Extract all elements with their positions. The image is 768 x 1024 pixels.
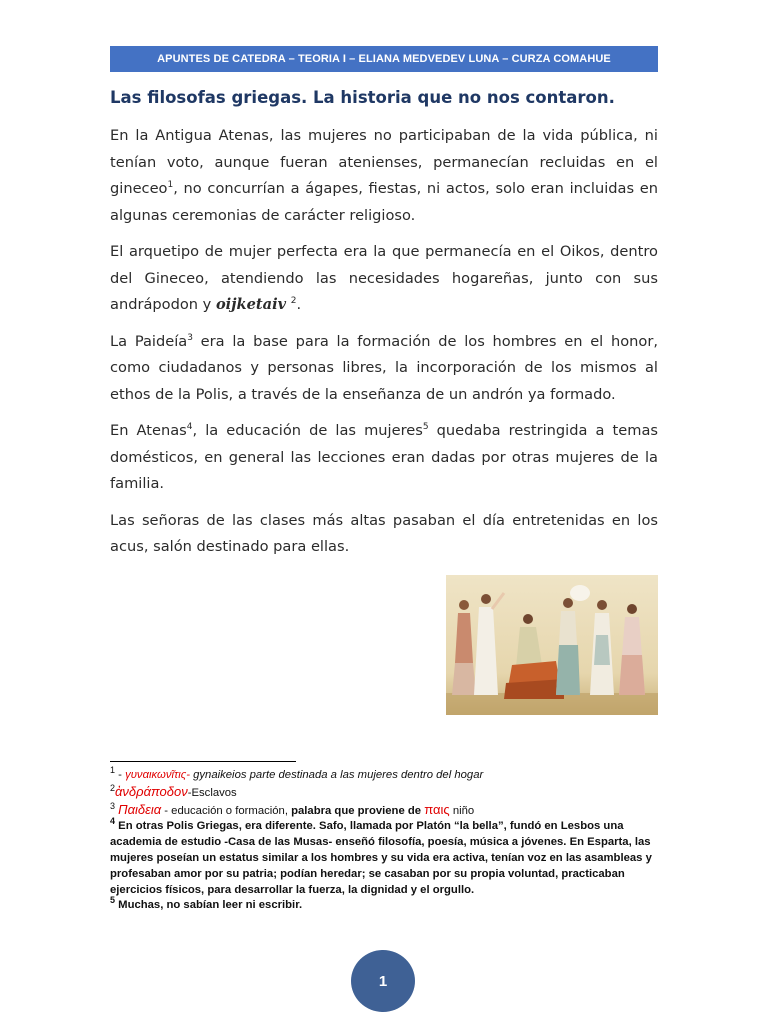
page-number: 1: [378, 972, 388, 990]
footnote-4: $^4$ En otras Polis Griegas, era diferente. Safo, llamada por Platón “la bella”, fundó en Lesbos una academia de estudio -Casa de las Musas- enseñó filosofía, poesía, música a jóvenes. En Esparta, las mujeres poseían un estatus similar a los hombres y su vida era activa, tenían voz en las asambleas y profesaban amor por su patria; podían heredar; se casaban por su propia voluntad, practicaban ejercicios físicos, para desarrollar la fuerza, la dignidad y el orgullo.: [110, 816, 652, 896]
footnote-2-greek: ἀνδράποδον: [115, 783, 188, 799]
document-header-bar: [110, 46, 658, 72]
footnote-1-greek: γυναικωνῖτις-: [125, 769, 190, 781]
footnote-3-greek: Παιδεια: [118, 801, 162, 817]
body-text: [110, 123, 658, 561]
footnote-ref-2: 2: [290, 296, 297, 307]
footnote-ref-4: 4: [186, 422, 193, 433]
footnote-ref-3: 3: [187, 332, 193, 343]
footnote-3-greek-2: παις: [424, 801, 450, 817]
footnote-2: $^2$ἀνδράποδον-Esclavos: [110, 783, 237, 799]
page-number-badge: [351, 950, 415, 1012]
footnote-ref-1: 1: [167, 180, 174, 191]
paragraph-1: En la Antigua Atenas, las mujeres no participaban de la vida pública, ni tenían voto, aunque fueran atenienses, permanecían recluidas en el gineceo$^1$, no concurrían a ágapes, fiestas, ni actos, solo eran incluidas en algunas ceremonias de carácter religioso.: [110, 127, 658, 224]
footnote-1: $^1$ - γυναικωνῖτις- gynaikeios parte destinada a las mujeres dentro del hogar: [110, 765, 484, 781]
paragraph-2: El arquetipo de mujer perfecta era la que permanecía en el Oikos, dentro del Gineceo, atendiendo las necesidades hogareñas, junto con sus andrápodon y oijketaiv $^2$.: [110, 243, 658, 313]
header-text: APUNTES DE CATEDRA – TEORIA I – ELIANA MEDVEDEV LUNA – CURZA COMAHUE: [157, 53, 611, 65]
greek-women-illustration: [446, 575, 658, 715]
page-title: Las filosofas griegas. La historia que no nos contaron.: [110, 88, 615, 107]
paragraph-5: Las señoras de las clases más altas pasaban el día entretenidas en los acus, salón destinado para ellas.: [110, 511, 658, 555]
greek-term: oijketaiv: [215, 296, 287, 313]
footnote-5: $^5$ Muchas, no sabían leer ni escribir.: [110, 895, 303, 912]
footnote-ref-5: 5: [422, 422, 429, 433]
footnotes: [110, 765, 658, 914]
paragraph-3: La Paideía$^3$ era la base para la formación de los hombres en el honor, como ciudadanos y personas libres, la incorporación de los mismos al ethos de la Polis, a través de la enseñanza de un andrón ya formado.: [110, 332, 658, 403]
paragraph-4: En Atenas$^4$, la educación de las mujeres$^5$ quedaba restringida a temas domésticos, en general las lecciones eran dadas por otras mujeres de la familia.: [110, 422, 658, 492]
footnote-3: $^3$ Παιδεια - educación o formación, palabra que proviene de παις niño: [110, 800, 475, 817]
footnote-separator: [110, 761, 296, 762]
